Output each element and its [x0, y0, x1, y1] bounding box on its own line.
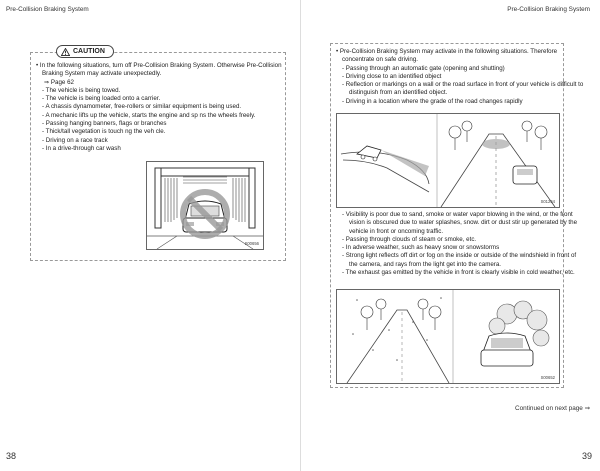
page-gutter — [300, 0, 301, 471]
notice-bullet-text: Pre-Collision Braking System may activate in the following situations. Therefore concentrate on safe driving. — [339, 48, 558, 64]
caution-bullet-text: In the following situations, turn off Pre-Collision Braking System. Otherwise Pre-Collision Braking System may activate unexpectedly. — [39, 62, 282, 78]
caution-bullet: • In the following situations, turn off Pre-Collision Braking System. Otherwise Pre-Collision Braking System may activate unexpectedly. — [36, 62, 282, 78]
list-item: - Driving close to an identified object — [342, 73, 584, 81]
figure-code: S01264 — [540, 199, 555, 204]
page-number-left: 38 — [6, 451, 17, 461]
page-reference-link[interactable]: ⇒ Page 62 — [44, 78, 74, 86]
notice-bullet: • Pre-Collision Braking System may activate in the following situations. Therefore concentrate on safe driving. — [336, 48, 558, 64]
header-title-right: Pre-Collision Braking System — [507, 6, 590, 13]
situation-list-b — [336, 211, 584, 277]
figure-code: S00652 — [540, 375, 555, 380]
list-item: - In adverse weather, such as heavy snow or snowstorms — [342, 244, 584, 252]
notice-content-top — [336, 48, 584, 106]
list-item: - A mechanic lifts up the vehicle, starts the engine and sp ns the wheels freely. — [42, 112, 282, 120]
caution-label-text: CAUTION — [73, 48, 105, 55]
situation-list-a — [336, 65, 584, 106]
road-grade-drawing — [337, 114, 559, 207]
warning-triangle-icon — [61, 48, 70, 56]
weather-visibility-drawing — [337, 290, 559, 383]
list-item: - The exhaust gas emitted by the vehicle in front is clearly visible in cold weather, etc. — [342, 269, 584, 277]
list-item: - Thick/tall vegetation is touch ng the veh cle. — [42, 128, 282, 136]
list-item: - Passing through an automatic gate (opening and shutting) — [342, 65, 584, 73]
list-item: - A chassis dynamometer, free-rollers or similar equipment is being used. — [42, 103, 282, 111]
caution-label — [56, 45, 114, 58]
list-item: - Visibility is poor due to sand, smoke or water vapor blowing in the wind, or the front vision is obscured due to water splashes, snow. dirt or dust stir up generated by the vehicle in front or oncoming traffic. — [342, 211, 584, 236]
list-item: - Driving on a race track — [42, 137, 282, 145]
car-wash-drawing — [147, 162, 263, 249]
weather-visibility-illustration — [336, 289, 560, 384]
figure-code: S00656 — [244, 241, 259, 246]
road-grade-illustration — [336, 113, 560, 208]
continued-next-page: Continued on next page ⇒ — [515, 405, 590, 412]
list-item: - Passing through clouds of steam or smoke, etc. — [342, 236, 584, 244]
notice-content-bottom — [336, 211, 584, 277]
list-item: - Driving in a location where the grade of the road changes rapidly — [342, 98, 584, 106]
caution-list — [36, 87, 282, 153]
car-wash-illustration — [146, 161, 264, 250]
list-item: - The vehicle is being loaded onto a carrier. — [42, 95, 282, 103]
header-title-left: Pre-Collision Braking System — [6, 6, 89, 13]
page-number-right: 39 — [581, 451, 592, 461]
list-item: - Strong light reflects off dirt or fog on the inside or outside of the windshield in front of the camera, and rays from the light get into the camera. — [342, 252, 584, 269]
caution-content — [36, 62, 282, 153]
list-item: - In a drive-through car wash — [42, 145, 282, 153]
list-item: - The vehicle is being towed. — [42, 87, 282, 95]
list-item: - Reflection or markings on a wall or the road surface in front of your vehicle is difficult to distinguish from an identified object. — [342, 81, 584, 98]
list-item: - Passing hanging banners, flags or branches — [42, 120, 282, 128]
